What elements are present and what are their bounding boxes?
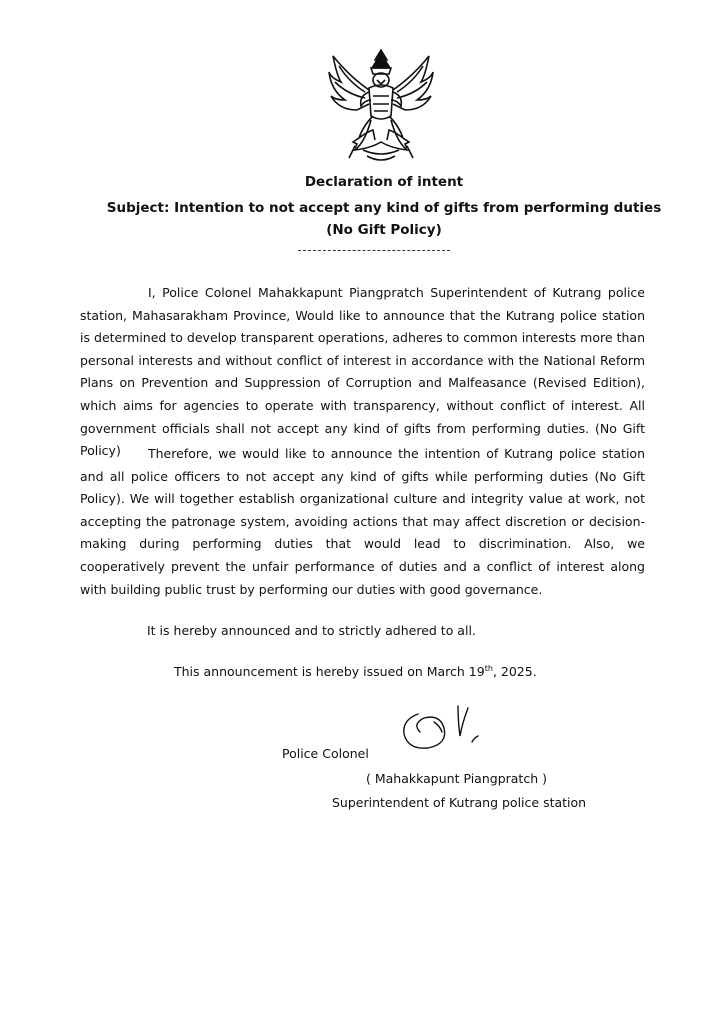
document-subtitle: (No Gift Policy) <box>326 222 442 238</box>
body-paragraph-1 <box>80 282 645 463</box>
signatory-title: Superintendent of Kutrang police station <box>332 795 587 810</box>
signatory-rank: Police Colonel <box>282 746 369 761</box>
document-title: Declaration of intent <box>304 174 464 190</box>
body-paragraph-2 <box>80 443 645 601</box>
issue-date-ordinal: th <box>484 664 493 673</box>
handwritten-signature-icon <box>398 702 490 758</box>
paragraph-1-text: I, Police Colonel Mahakkapunt Piangpratch Superintendent of Kutrang police station, Mahasarakham Province, Would like to announce that the Kutrang police station is determined to develop transparent operations, adheres to common interests more than personal interests and without conflict of interest in accordance with the National Reform Plans on Prevention and Suppression of Corruption and Malfeasance (Revised Edition), which aims for agencies to operate with transparency, without conflict of interest. All government officials shall not accept any kind of gifts from performing duties. (No Gift Policy) <box>80 285 645 459</box>
signatory-name: ( Mahakkapunt Piangpratch ) <box>366 771 547 786</box>
issue-date-year: , 2025. <box>492 664 537 680</box>
issue-date-text: This announcement is hereby issued on March 19 <box>174 664 485 680</box>
garuda-emblem-icon <box>325 46 437 168</box>
issue-date-line <box>174 660 537 681</box>
closing-statement: It is hereby announced and to strictly adhered to all. <box>147 623 476 638</box>
document-subject: Subject: Intention to not accept any kind of gifts from performing duties <box>106 200 662 216</box>
paragraph-2-text: Therefore, we would like to announce the intention of Kutrang police station and all police officers to not accept any kind of gifts while performing duties (No Gift Policy). We will together establish organizational culture and integrity value at work, not accepting the patronage system, avoiding actions that may affect discretion or decision-making during performing duties that would lead to discrimination. Also, we cooperatively prevent the unfair performance of duties and a conflict of interest along with building public trust by performing our duties with good governance. <box>80 446 645 597</box>
separator-line <box>298 250 450 251</box>
